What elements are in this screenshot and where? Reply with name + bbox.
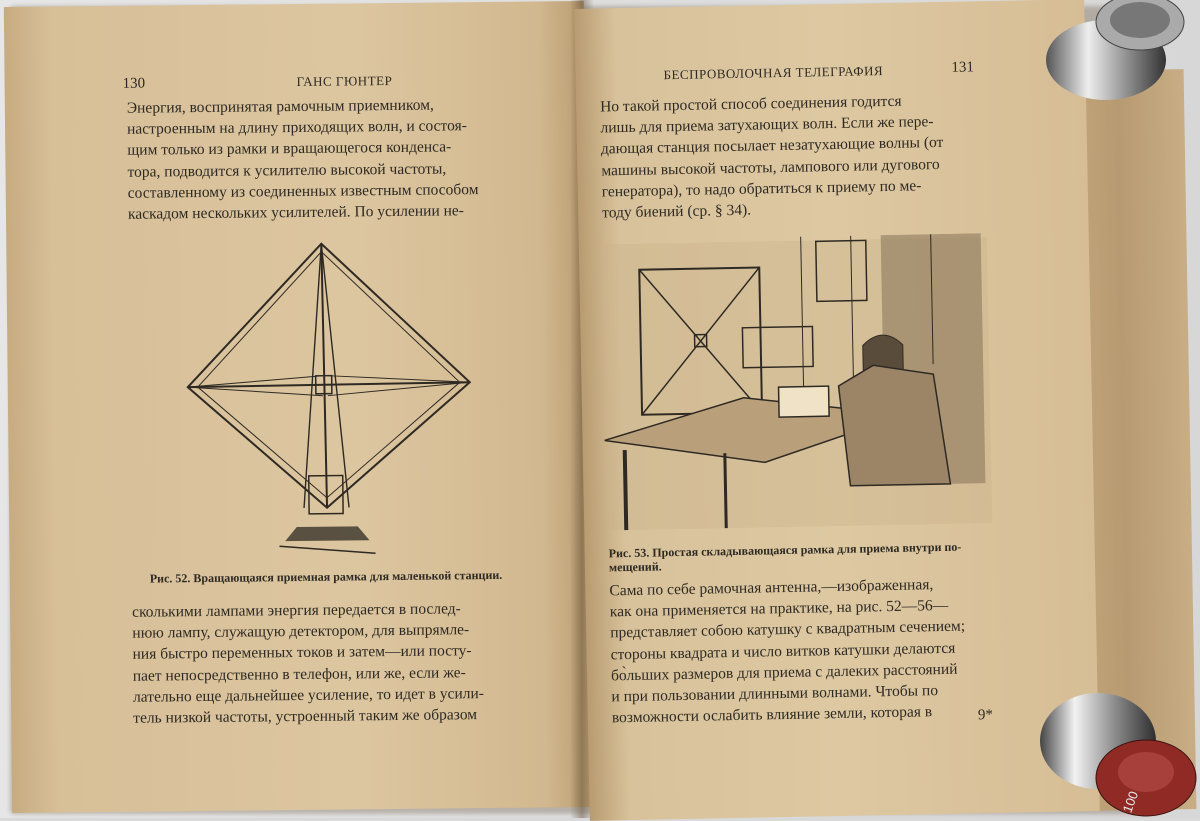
page-number: 130 — [122, 75, 146, 92]
running-header: БЕСПРОВОЛОЧНАЯ ТЕЛЕГРАФИЯ — [663, 63, 884, 83]
signature-mark: 9* — [977, 707, 994, 724]
figure-caption: Рис. 52. Вращающаяся приемная рамка для маленькой станции. — [149, 567, 503, 586]
running-header: ГАНС ГЮНТЕР — [296, 72, 393, 89]
rotating-frame-antenna-figure — [176, 234, 479, 567]
left-page — [4, 1, 592, 813]
figure-caption: Рис. 53. Простая складывающаяся рамка для приема внутри по- мещений. — [608, 539, 962, 575]
metal-weight-bottom-icon — [1028, 686, 1198, 818]
paragraph-bottom: сколькими лампами энергия передается в послед- нюю лампу, служащую детектором, для выпрямле- ния быстро переменных токов и затем—или посту- пает непосредственно в телефон, или же, если же- лательно еще дальнейшее усиление, то идет в усили- тель низкой частоты, устроенный таким же образом — [132, 600, 484, 727]
paragraph-top: Энергия, воспринятая рамочным приемником, настроенным на длину приходящих волн, и состоя- щим только из рамки и вращающегося конденса- тора, подводится к усилителю высокой частоты, составленному из соединенных известным способом каскадом нескольких усилителей. По усилении не- — [126, 96, 479, 223]
paragraph-bottom: Сама по себе рамочная антенна,—изображенная, как она применяется на практике, на рис. 52—56— представляет собою катушку с квадратным сечением; стороны квадрата и число витков катушки делаются бо̀льших размеров для приема с далеких расстояний и при пользовании длинными волнами. Чтобы по возможности ослабить влияние земли, которая в — [609, 576, 966, 727]
folding-frame-antenna-room-figure — [601, 233, 997, 540]
paragraph-top: Но такой простой способ соединения годится лишь для приема затухающих волн. Если же пере- дающая станция посылает незатухающие волны (от машины высокой частоты, лампового или дугового генератора), то надо обратиться к приему по ме- тоду биений (ср. § 34). — [599, 92, 944, 222]
weight-label: 100 — [1119, 789, 1142, 815]
metal-weight-top-icon — [1028, 0, 1188, 110]
page-number: 131 — [951, 59, 975, 76]
right-page — [574, 0, 1099, 821]
